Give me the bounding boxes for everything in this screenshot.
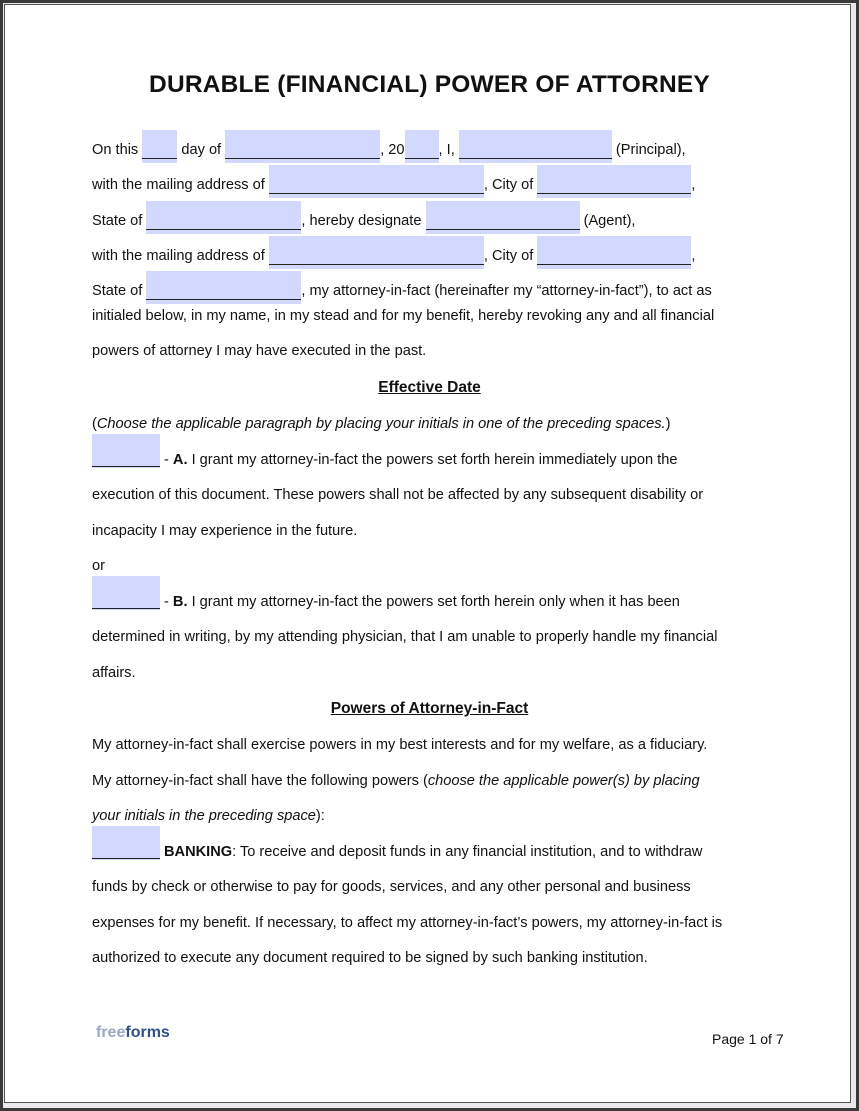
effective-date-heading: Effective Date xyxy=(378,379,481,396)
agent-state-field[interactable] xyxy=(146,271,301,304)
logo-part-forms: forms xyxy=(125,1024,170,1041)
paren-open: ( xyxy=(92,416,97,432)
text-mailing-address: with the mailing address of xyxy=(92,177,265,193)
text-principal: (Principal), xyxy=(615,142,686,158)
option-b-line-1: - B. I grant my attorney-in-fact the powers set forth herein only when it has been xyxy=(164,594,680,610)
text-comma: , xyxy=(691,248,696,264)
banking-initials-field[interactable] xyxy=(92,826,160,860)
option-a-line-1: - A. I grant my attorney-in-fact the powers set forth herein immediately upon the xyxy=(164,452,678,468)
agent-city-field[interactable] xyxy=(537,236,691,269)
banking-line-4: authorized to execute any document required to be signed by such banking institution. xyxy=(92,950,648,966)
agent-address-field[interactable] xyxy=(269,236,484,269)
intro-line-6: initialed below, in my name, in my stead and for my benefit, hereby revoking any and all financial xyxy=(92,308,715,324)
option-b-label: B. xyxy=(172,594,188,610)
month-field[interactable] xyxy=(225,130,380,163)
text-state-of: State of xyxy=(92,213,143,229)
text-state-of: State of xyxy=(92,283,143,299)
text-on-this: On this xyxy=(92,142,139,158)
option-a-text: I grant my attorney-in-fact the powers set forth herein immediately upon the xyxy=(187,452,678,468)
option-b-initials-field[interactable] xyxy=(92,576,160,610)
option-a-line-3: incapacity I may experience in the future. xyxy=(92,523,358,539)
intro-line-3 xyxy=(92,201,636,230)
text-attorney-in-fact: , my attorney-in-fact (hereinafter my “attorney-in-fact”), to act as xyxy=(301,283,712,299)
text-20: , 20 xyxy=(380,142,405,158)
text-hereby-designate: , hereby designate xyxy=(301,213,422,229)
text-mailing-address: with the mailing address of xyxy=(92,248,265,264)
option-b-line-2: determined in writing, by my attending physician, that I am unable to properly handle my financial xyxy=(92,629,718,645)
year-field[interactable] xyxy=(405,130,439,163)
day-field[interactable] xyxy=(142,130,177,163)
principal-city-field[interactable] xyxy=(537,165,691,198)
powers-heading: Powers of Attorney-in-Fact xyxy=(330,700,529,717)
option-a-line-2: execution of this document. These powers shall not be affected by any subsequent disability or xyxy=(92,487,704,503)
banking-label: BANKING xyxy=(164,844,233,860)
text-day-of: day of xyxy=(181,142,222,158)
banking-line-3: expenses for my benefit. If necessary, to affect my attorney-in-fact’s powers, my attorney-in-fact is xyxy=(92,915,723,931)
text-city-of: , City of xyxy=(483,248,534,264)
principal-address-field[interactable] xyxy=(269,165,484,198)
powers-paragraph-2 xyxy=(92,773,700,790)
option-a-initials-field[interactable] xyxy=(92,434,160,468)
intro-line-7: powers of attorney I may have executed in the past. xyxy=(92,343,427,359)
option-b-line-3: affairs. xyxy=(92,665,136,681)
logo-part-free: free xyxy=(96,1024,126,1041)
paren-close: ) xyxy=(665,416,671,432)
powers-p2-italic: choose the applicable power(s) by placing xyxy=(427,773,700,789)
powers-p3-italic: your initials in the preceding space xyxy=(92,808,316,824)
instruction-text: Choose the applicable paragraph by placing your initials in one of the preceding spaces. xyxy=(96,416,666,432)
banking-line-1 xyxy=(164,844,702,861)
powers-p3-end: ): xyxy=(315,808,325,824)
powers-paragraph-3 xyxy=(92,808,325,825)
page-number: Page 1 of 7 xyxy=(712,1031,784,1047)
text-i: , I, xyxy=(438,142,455,158)
intro-line-1 xyxy=(92,130,686,159)
document-title: DURABLE (FINANCIAL) POWER OF ATTORNEY xyxy=(149,71,710,98)
principal-name-field[interactable] xyxy=(459,130,612,163)
banking-text: : To receive and deposit funds in any financial institution, and to withdraw xyxy=(232,844,703,860)
banking-line-2: funds by check or otherwise to pay for goods, services, and any other personal and business xyxy=(92,879,691,895)
freeforms-logo xyxy=(96,1024,170,1042)
principal-state-field[interactable] xyxy=(146,201,301,234)
agent-name-field[interactable] xyxy=(426,201,580,234)
intro-line-2 xyxy=(92,165,695,194)
powers-paragraph-1: My attorney-in-fact shall exercise powers in my best interests and for my welfare, as a fiduciary. xyxy=(92,737,708,753)
text-comma: , xyxy=(691,177,696,193)
text-agent: (Agent), xyxy=(583,213,636,229)
or-text: or xyxy=(92,558,105,574)
option-a-label: A. xyxy=(172,452,188,468)
option-b-text: I grant my attorney-in-fact the powers set forth herein only when it has been xyxy=(187,594,680,610)
powers-p2-text: My attorney-in-fact shall have the following powers ( xyxy=(92,773,428,789)
effective-date-instruction xyxy=(92,416,670,433)
intro-line-5 xyxy=(92,271,712,300)
text-city-of: , City of xyxy=(483,177,534,193)
intro-line-4 xyxy=(92,236,695,265)
